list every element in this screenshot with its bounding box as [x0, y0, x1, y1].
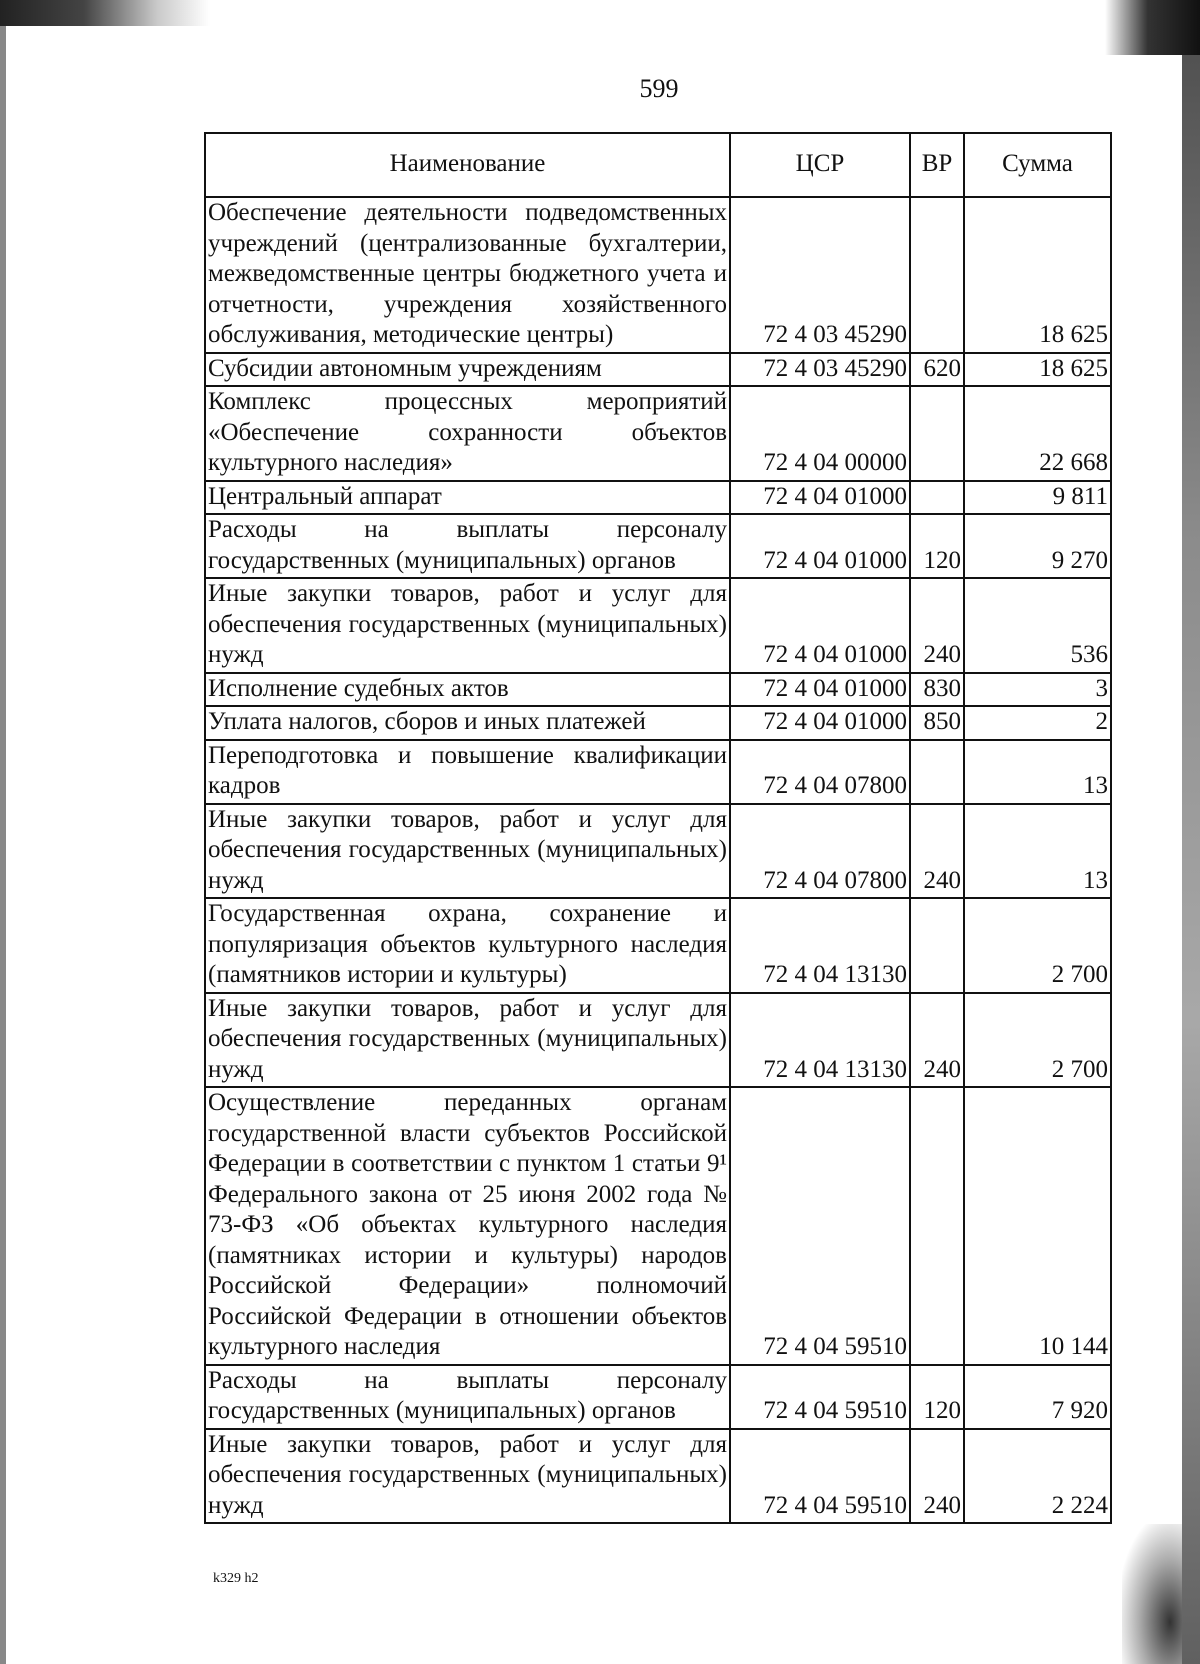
row-csr: 72 4 04 59510 [730, 1429, 910, 1524]
row-name: Уплата налогов, сборов и иных платежей [205, 706, 730, 740]
table-row [205, 197, 1111, 353]
scan-shadow-bottom-right [1122, 1524, 1182, 1664]
row-csr: 72 4 04 00000 [730, 386, 910, 481]
scan-shadow-top-right [1105, 0, 1200, 55]
row-sum: 2 [964, 706, 1111, 740]
row-name: Иные закупки товаров, работ и услуг для обеспечения государственных (муниципальных) нужд [205, 804, 730, 899]
header-csr: ЦСР [730, 133, 910, 197]
footer-code: k329 h2 [213, 1571, 259, 1586]
row-csr: 72 4 04 59510 [730, 1087, 910, 1365]
row-csr: 72 4 04 07800 [730, 740, 910, 804]
row-sum: 2 700 [964, 898, 1111, 993]
row-csr: 72 4 04 13130 [730, 993, 910, 1088]
table-row [205, 386, 1111, 481]
row-vr [910, 740, 964, 804]
row-vr [910, 481, 964, 515]
row-vr: 240 [910, 1429, 964, 1524]
row-csr: 72 4 04 01000 [730, 706, 910, 740]
row-name: Расходы на выплаты персоналу государственных (муниципальных) органов [205, 1365, 730, 1429]
table-row [205, 740, 1111, 804]
row-vr: 120 [910, 514, 964, 578]
row-csr: 72 4 03 45290 [730, 197, 910, 353]
row-name: Иные закупки товаров, работ и услуг для обеспечения государственных (муниципальных) нужд [205, 1429, 730, 1524]
row-vr: 850 [910, 706, 964, 740]
row-vr: 240 [910, 804, 964, 899]
row-sum: 2 700 [964, 993, 1111, 1088]
row-name: Переподготовка и повышение квалификации кадров [205, 740, 730, 804]
row-name: Обеспечение деятельности подведомственных учреждений (централизованные бухгалтерии, межведомственные центры бюджетного учета и отчетности, учреждения хозяйственного обслуживания, методические центры) [205, 197, 730, 353]
page-number: 599 [639, 74, 679, 103]
row-name: Расходы на выплаты персоналу государственных (муниципальных) органов [205, 514, 730, 578]
row-sum: 18 625 [964, 197, 1111, 353]
row-sum: 9 270 [964, 514, 1111, 578]
scan-shadow-right [1182, 55, 1200, 1664]
row-vr: 120 [910, 1365, 964, 1429]
row-name: Государственная охрана, сохранение и популяризация объектов культурного наследия (памятников истории и культуры) [205, 898, 730, 993]
row-sum: 13 [964, 804, 1111, 899]
row-sum: 10 144 [964, 1087, 1111, 1365]
row-csr: 72 4 04 01000 [730, 514, 910, 578]
row-sum: 7 920 [964, 1365, 1111, 1429]
row-csr: 72 4 04 07800 [730, 804, 910, 899]
table-row [205, 578, 1111, 673]
table-header-row [205, 133, 1111, 197]
row-sum: 22 668 [964, 386, 1111, 481]
row-vr: 240 [910, 993, 964, 1088]
budget-table [204, 132, 1112, 1524]
row-name: Иные закупки товаров, работ и услуг для обеспечения государственных (муниципальных) нужд [205, 578, 730, 673]
table-row [205, 514, 1111, 578]
row-name: Комплекс процессных мероприятий «Обеспечение сохранности объектов культурного наследия» [205, 386, 730, 481]
row-csr: 72 4 04 01000 [730, 481, 910, 515]
row-sum: 3 [964, 673, 1111, 707]
row-vr: 830 [910, 673, 964, 707]
row-vr [910, 898, 964, 993]
table-row [205, 481, 1111, 515]
row-name: Субсидии автономным учреждениям [205, 353, 730, 387]
table-row [205, 898, 1111, 993]
row-csr: 72 4 03 45290 [730, 353, 910, 387]
row-sum: 9 811 [964, 481, 1111, 515]
table-row [205, 706, 1111, 740]
row-vr [910, 1087, 964, 1365]
row-csr: 72 4 04 01000 [730, 578, 910, 673]
row-sum: 18 625 [964, 353, 1111, 387]
row-csr: 72 4 04 01000 [730, 673, 910, 707]
row-vr [910, 386, 964, 481]
row-name: Центральный аппарат [205, 481, 730, 515]
table-row [205, 1365, 1111, 1429]
row-sum: 13 [964, 740, 1111, 804]
scan-shadow-top-left [0, 0, 210, 26]
row-sum: 536 [964, 578, 1111, 673]
row-csr: 72 4 04 59510 [730, 1365, 910, 1429]
header-name: Наименование [205, 133, 730, 197]
row-name: Осуществление переданных органам государственной власти субъектов Российской Федерации в соответствии с пунктом 1 статьи 9¹ Федерального закона от 25 июня 2002 года № 73-ФЗ «Об объектах культурного наследия (памятниках истории и культуры) народов Российской Федерации» полномочий Российской Федерации в отношении объектов культурного наследия [205, 1087, 730, 1365]
table-row [205, 1087, 1111, 1365]
table-row [205, 353, 1111, 387]
header-vr: ВР [910, 133, 964, 197]
table-row [205, 673, 1111, 707]
row-name: Исполнение судебных актов [205, 673, 730, 707]
scan-shadow-left [0, 26, 6, 1664]
table-row [205, 993, 1111, 1088]
row-vr: 240 [910, 578, 964, 673]
row-vr: 620 [910, 353, 964, 387]
row-vr [910, 197, 964, 353]
row-sum: 2 224 [964, 1429, 1111, 1524]
table-row [205, 804, 1111, 899]
header-sum: Сумма [964, 133, 1111, 197]
table-row [205, 1429, 1111, 1524]
row-csr: 72 4 04 13130 [730, 898, 910, 993]
row-name: Иные закупки товаров, работ и услуг для обеспечения государственных (муниципальных) нужд [205, 993, 730, 1088]
